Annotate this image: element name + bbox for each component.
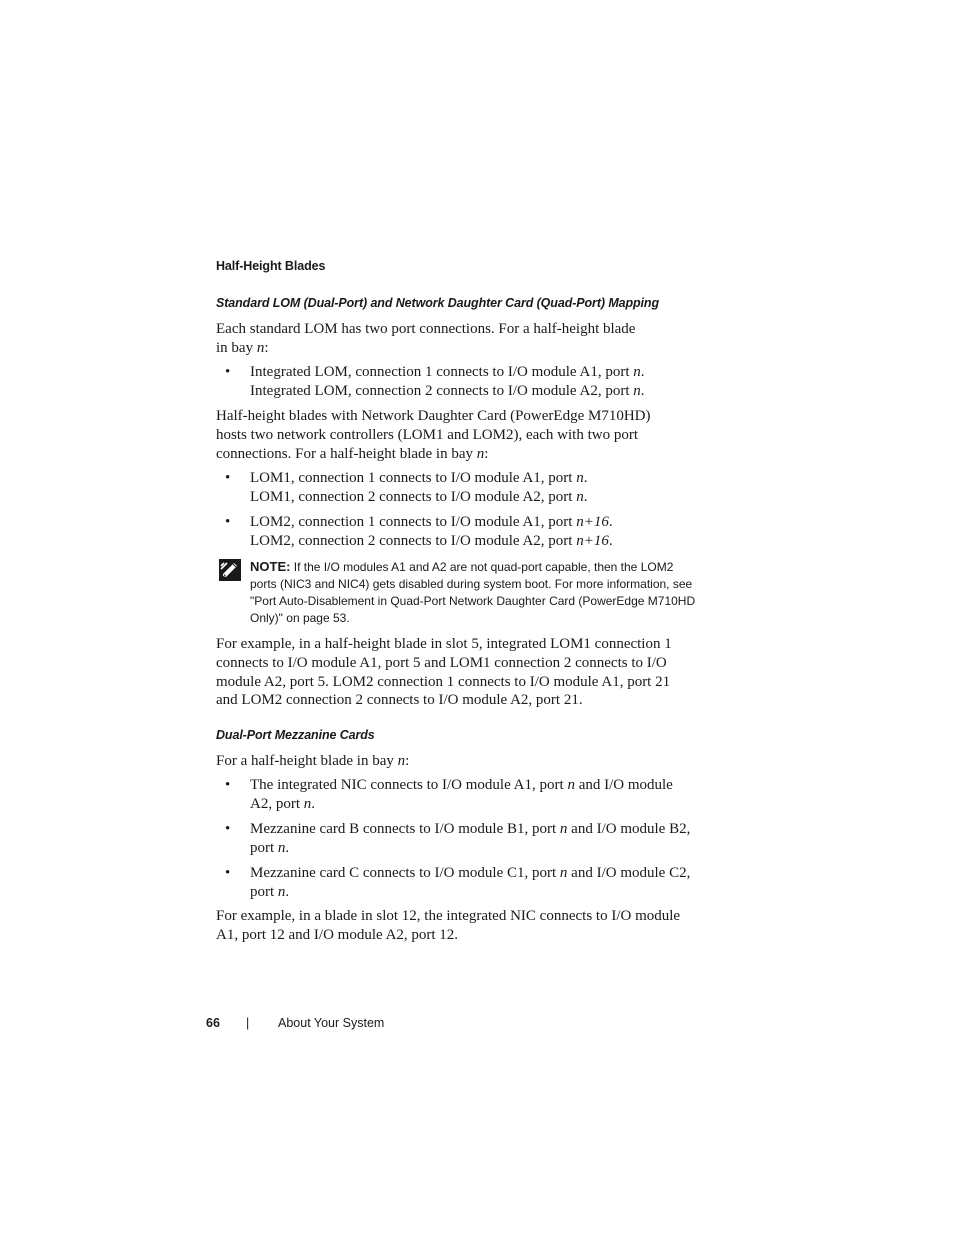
bullet-marker: • (225, 364, 231, 380)
list-item-line: LOM2, connection 1 connects to I/O module A1, port n+16. (250, 514, 613, 530)
page-number: 66 (206, 1016, 220, 1030)
list-item-line: LOM2, connection 2 connects to I/O module A2, port n+16. (250, 532, 613, 549)
paragraph-line: and LOM2 connection 2 connects to I/O module A2, port 21. (216, 692, 583, 709)
paragraph-line: For example, in a half-height blade in slot 5, integrated LOM1 connection 1 (216, 636, 672, 652)
list-item-line: A2, port n. (250, 795, 315, 812)
footer-separator: | (246, 1016, 250, 1030)
list-item-line: port n. (250, 839, 290, 856)
paragraph-line: connections. For a half-height blade in bay n: (216, 445, 489, 462)
list-item-line: Mezzanine card B connects to I/O module B1, port n and I/O module B2, (250, 821, 691, 837)
paragraph-line: module A2, port 5. LOM2 connection 1 connects to I/O module A1, port 21 (216, 673, 671, 690)
bullet-marker: • (225, 865, 231, 881)
list-item-line: Integrated LOM, connection 1 connects to I/O module A1, port n. (250, 364, 645, 380)
paragraph-standard-lom (216, 320, 716, 358)
paragraph-line: connects to I/O module A1, port 5 and LOM1 connection 2 connects to I/O (216, 654, 667, 671)
note-text: NOTE: If the I/O modules A1 and A2 are not quad-port capable, then the LOM2 ports (NIC3 and NIC4) gets disabled during system boot. For more information, see "Port Auto-Disablement in Quad-Port Network Daughter Card (PowerEdge M710HD Only)" on page 53. (250, 559, 696, 625)
paragraph-line: A1, port 12 and I/O module A2, port 12. (216, 926, 459, 943)
note-pencil-icon (218, 558, 242, 582)
paragraph-example-slot12 (216, 907, 716, 945)
paragraph-line: For example, in a blade in slot 12, the integrated NIC connects to I/O module (216, 908, 681, 924)
paragraph-line: For a half-height blade in bay n: (216, 753, 410, 769)
list-item-line: The integrated NIC connects to I/O module A1, port n and I/O module (250, 777, 673, 793)
list-item-line: port n. (250, 883, 290, 900)
subheading-mezzanine: Dual-Port Mezzanine Cards (216, 728, 375, 742)
list-item-line: Mezzanine card C connects to I/O module C1, port n and I/O module C2, (250, 865, 691, 881)
section-heading: Half-Height Blades (216, 259, 326, 273)
bullet-marker: • (225, 821, 231, 837)
paragraph-line: Half-height blades with Network Daughter Card (PowerEdge M710HD) (216, 408, 651, 424)
paragraph-line: in bay n: (216, 339, 269, 356)
subheading-lom-mapping: Standard LOM (Dual-Port) and Network Daughter Card (Quad-Port) Mapping (216, 296, 660, 310)
paragraph-line: hosts two network controllers (LOM1 and LOM2), each with two port (216, 426, 639, 443)
paragraph-example-slot5 (216, 635, 716, 710)
bullet-marker: • (225, 470, 231, 486)
note-label: NOTE: (250, 559, 291, 574)
bullet-marker: • (225, 777, 231, 793)
paragraph-mezzanine-intro (216, 752, 716, 771)
paragraph-line: Each standard LOM has two port connections. For a half-height blade (216, 321, 636, 337)
bullet-marker: • (225, 514, 231, 530)
list-item-line: Integrated LOM, connection 2 connects to I/O module A2, port n. (250, 382, 645, 399)
list-item-line: LOM1, connection 2 connects to I/O module A2, port n. (250, 488, 588, 505)
paragraph-ndc (216, 407, 716, 463)
list-item-line: LOM1, connection 1 connects to I/O module A1, port n. (250, 470, 588, 486)
chapter-title: About Your System (278, 1016, 385, 1030)
